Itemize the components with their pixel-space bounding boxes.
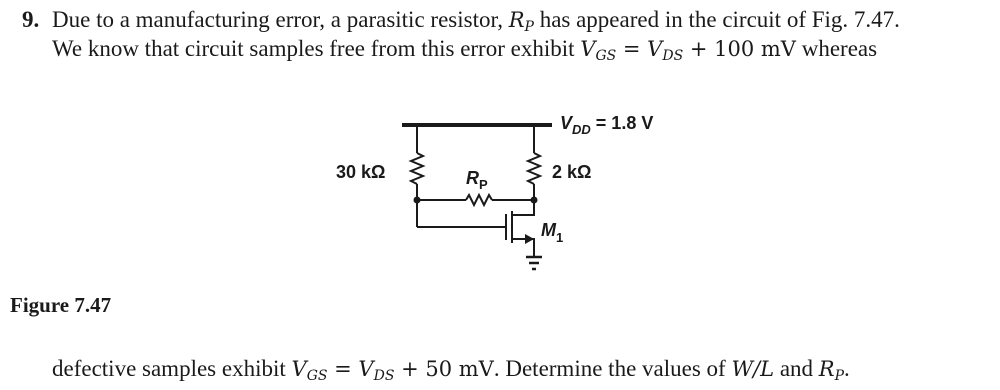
vgs-symbol: $V_{GS}$: [291, 357, 328, 384]
equals-sign: =: [327, 357, 359, 381]
rp-symbol: $R_P$: [508, 8, 534, 35]
value-100mv: 100 mV: [714, 37, 796, 61]
vgs-symbol: $V_{GS}$: [580, 37, 617, 64]
line2-text-b: whereas: [795, 36, 878, 61]
equals-sign: =: [616, 37, 648, 61]
line1-text-a: Due to a manufacturing error, a parasitic resistor,: [52, 7, 509, 32]
rp-label: $R_P$: [466, 168, 488, 192]
r1-label: 30 kΩ: [336, 162, 386, 182]
junction-dot: [414, 197, 421, 204]
line3-text-b: . Determine the values of: [493, 356, 732, 381]
line2-text-a: We know that circuit samples free from this error exhibit: [52, 36, 581, 61]
resistor-rp: [466, 195, 492, 205]
vdd-label: $V_{DD} = 1.8$ V: [560, 113, 654, 137]
junction-dot: [531, 197, 538, 204]
line3-text-c: and: [774, 356, 819, 381]
line3-text-a: defective samples exhibit: [52, 356, 292, 381]
m1-label: $M_1$: [541, 220, 564, 245]
problem-number: 9.: [22, 7, 40, 32]
line3-text-d: .: [844, 356, 850, 381]
vds-symbol: $V_{DS}$: [358, 357, 395, 384]
problem-line-2: [52, 35, 877, 70]
m1-source-arrow: [525, 234, 534, 244]
circuit-diagram: [320, 100, 700, 285]
rp-symbol: $R_P$: [818, 357, 845, 384]
plus-sign: +: [683, 37, 715, 61]
ground-icon: [526, 257, 542, 269]
plus-sign: +: [394, 357, 426, 381]
vds-symbol: $V_{DS}$: [647, 37, 684, 64]
resistor-2k: [528, 153, 540, 184]
value-50mv: 50 mV: [425, 357, 494, 381]
r2-label: 2 kΩ: [552, 162, 592, 182]
resistor-30k: [411, 153, 423, 184]
problem-line-3: [52, 355, 850, 390]
figure-label: Figure 7.47: [10, 293, 112, 317]
line1-text-b: has appeared in the circuit of Fig. 7.47.: [533, 7, 900, 32]
wl-symbol: W/L: [731, 357, 775, 381]
